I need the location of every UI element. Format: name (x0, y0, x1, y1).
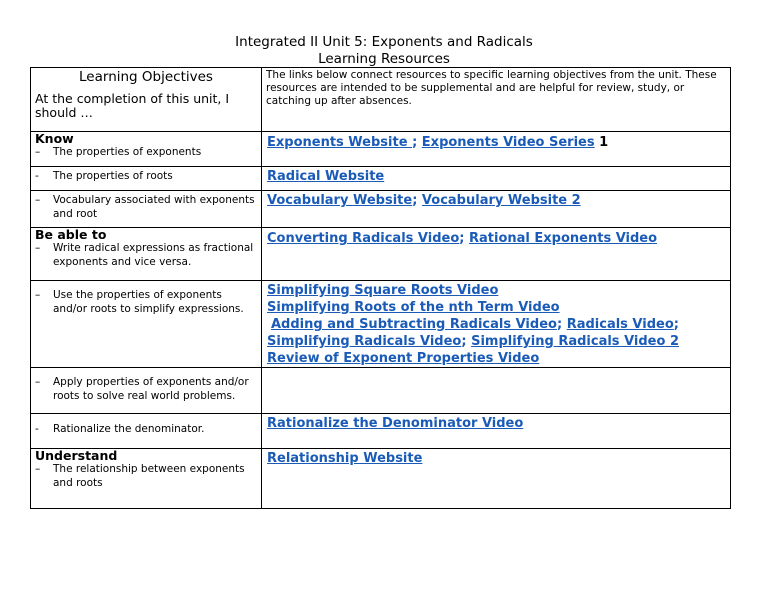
link-separator: ; (459, 231, 465, 246)
objective-text: The properties of roots (53, 170, 173, 182)
learning-objectives-heading: Learning Objectives (79, 69, 213, 85)
resource-links (262, 228, 730, 247)
link-separator: ; (556, 317, 563, 332)
table-row (31, 132, 731, 167)
link-separator: ; (673, 317, 679, 332)
resource-links (262, 132, 730, 151)
simplifying-radicals-2-link[interactable]: Simplifying Radicals Video 2 (471, 334, 679, 349)
exponents-website-link[interactable]: Exponents Website (267, 135, 413, 150)
resources-table (30, 67, 731, 509)
resource-links (262, 281, 730, 367)
adding-subtracting-radicals-link[interactable]: Adding and Subtracting Radicals Video (271, 317, 557, 332)
vocabulary-website-link[interactable]: Vocabulary Website (267, 193, 413, 208)
objective-item (31, 368, 261, 403)
objective-text: Use the properties of exponents and/or roots to simplify expressions. (53, 289, 244, 315)
objective-item (31, 145, 261, 159)
bullet-dash: – (35, 376, 41, 388)
empty-resource-cell (262, 368, 731, 414)
objectives-intro: At the completion of this unit, I should … (35, 91, 230, 120)
bullet-dash: – (35, 242, 41, 254)
objective-item (31, 191, 261, 221)
objective-text: Rationalize the denominator. (53, 423, 205, 435)
link-separator: ; (461, 334, 467, 349)
document-title: Integrated II Unit 5: Exponents and Radicals (235, 34, 533, 50)
document-subtitle: Learning Resources (318, 51, 450, 67)
table-row (31, 191, 731, 228)
table-row (31, 449, 731, 509)
converting-radicals-video-link[interactable]: Converting Radicals Video (267, 231, 460, 246)
resource-links (262, 191, 730, 209)
bullet-dash: - (35, 170, 39, 182)
resources-intro: The links below connect resources to specific learning objectives from the unit. These resources are intended to be supplemental and are helpful for review, study, or catching up after absences. (266, 69, 717, 107)
resource-links (262, 414, 730, 432)
section-be-able-to: Be able to (35, 227, 107, 242)
section-understand: Understand (35, 448, 118, 463)
link-separator: ; (412, 193, 418, 208)
objective-item (31, 414, 261, 436)
objective-text: The relationship between exponents and roots (53, 463, 245, 489)
objective-item (31, 462, 261, 490)
radical-website-link[interactable]: Radical Website (267, 169, 385, 184)
resource-links (262, 449, 730, 467)
simplifying-square-roots-link[interactable]: Simplifying Square Roots Video (267, 283, 499, 298)
table-row (31, 368, 731, 414)
bullet-dash: - (35, 423, 39, 435)
header-row (31, 68, 731, 132)
radicals-video-link[interactable]: Radicals Video (566, 317, 674, 332)
bullet-dash: – (35, 146, 41, 158)
bullet-dash: – (35, 463, 41, 475)
link-separator: ; (412, 135, 418, 150)
section-know: Know (35, 131, 74, 146)
exponents-video-series-link[interactable]: Exponents Video Series (421, 135, 595, 150)
table-row (31, 228, 731, 281)
simplifying-radicals-link[interactable]: Simplifying Radicals Video (267, 334, 462, 349)
vocabulary-website-2-link[interactable]: Vocabulary Website 2 (421, 193, 581, 208)
bullet-dash: – (35, 289, 41, 301)
table-row (31, 167, 731, 191)
objective-item (31, 241, 261, 269)
objective-text: Write radical expressions as fractional exponents and vice versa. (53, 242, 254, 268)
rationalize-denominator-video-link[interactable]: Rationalize the Denominator Video (267, 416, 524, 431)
objective-item (31, 167, 261, 183)
objective-item (31, 281, 261, 316)
review-exponent-properties-link[interactable]: Review of Exponent Properties Video (267, 351, 540, 366)
table-row (31, 281, 731, 368)
relationship-website-link[interactable]: Relationship Website (267, 451, 423, 466)
table-row (31, 414, 731, 449)
objective-text: Vocabulary associated with exponents and root (53, 194, 255, 220)
objective-text: The properties of exponents (53, 146, 202, 158)
series-number: 1 (599, 135, 609, 150)
bullet-dash: – (35, 194, 41, 206)
resources-header-cell (262, 68, 731, 132)
objective-text: Apply properties of exponents and/or roots to solve real world problems. (53, 376, 249, 402)
objectives-header-cell (31, 68, 262, 132)
resource-links (262, 167, 730, 185)
rational-exponents-video-link[interactable]: Rational Exponents Video (469, 231, 658, 246)
simplifying-nth-roots-link[interactable]: Simplifying Roots of the nth Term Video (267, 300, 560, 315)
